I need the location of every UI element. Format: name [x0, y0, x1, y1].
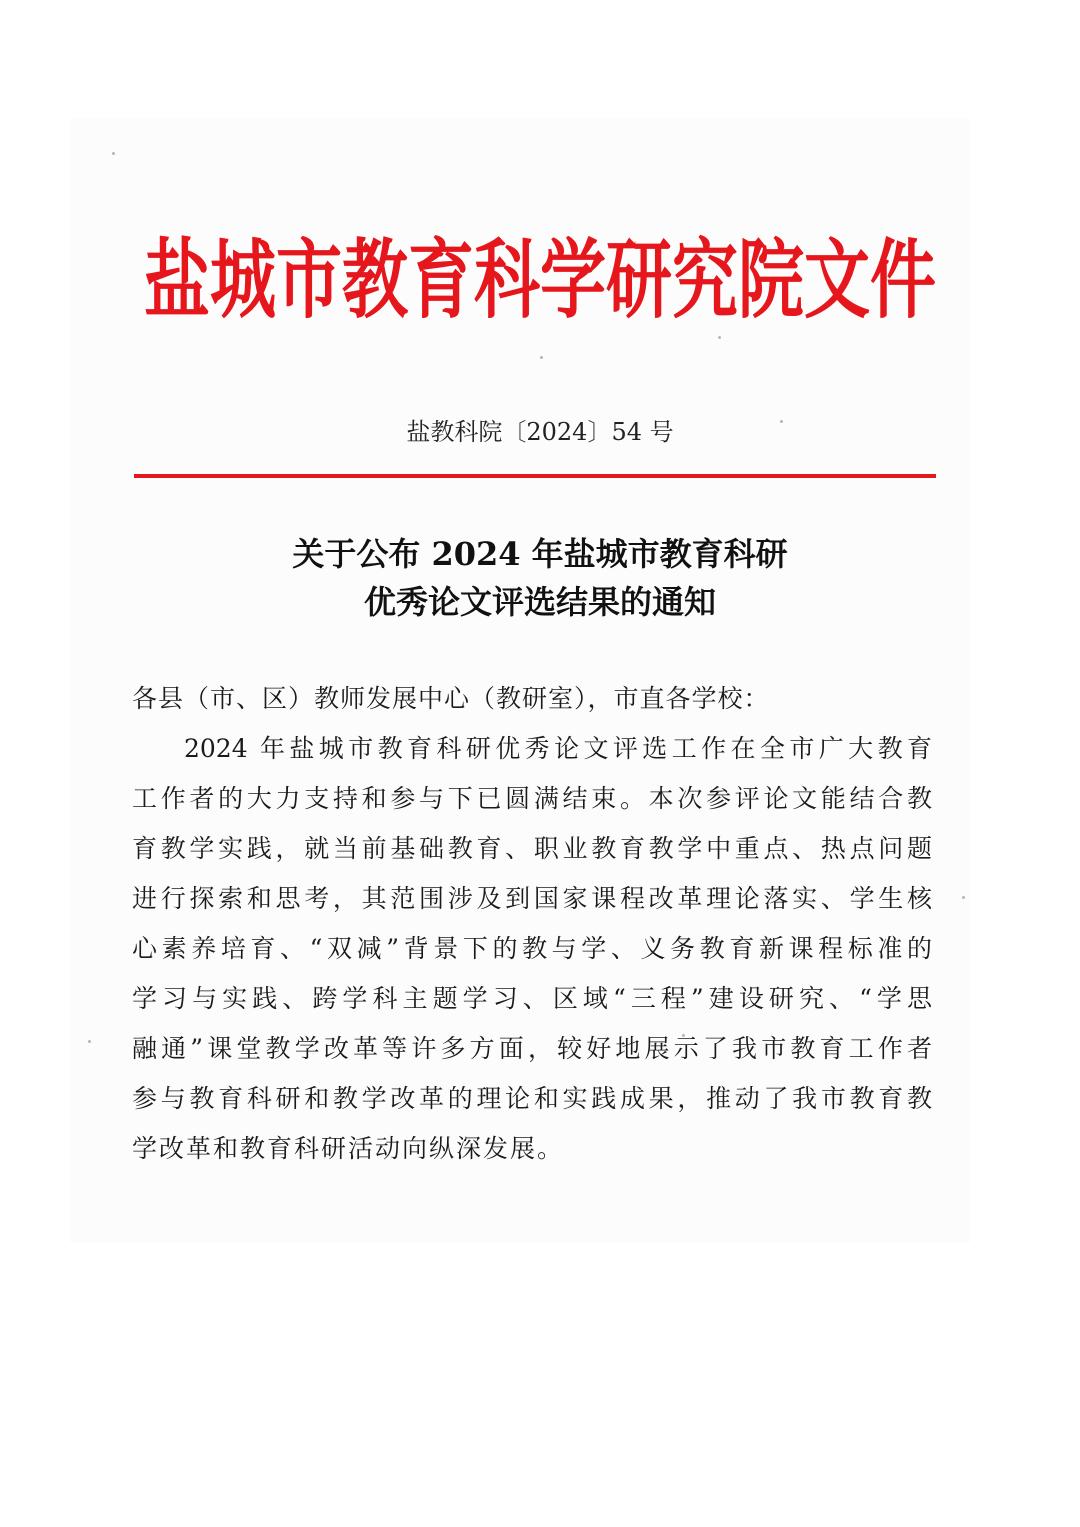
body-paragraph-line: 2024 年盐城市教育科研优秀论文评选工作在全市广大教育 — [184, 734, 932, 763]
body-paragraph-line: 学改革和教育科研活动向纵深发展。 — [132, 1134, 565, 1163]
addressee-line: 各县（市、区）教师发展中心（教研室），市直各学校： — [132, 684, 770, 713]
body-paragraph-line: 参与教育科研和教学改革的理论和实践成果，推动了我市教育教 — [132, 1084, 932, 1113]
body-paragraph-line: 工作者的大力支持和参与下已圆满结束。本次参评论文能结合教 — [132, 784, 932, 813]
scan-speck — [962, 896, 965, 899]
scan-speck — [112, 152, 115, 155]
document-masthead: 盐城市教育科学研究院文件 — [144, 230, 936, 331]
scan-speck — [88, 1040, 91, 1043]
body-paragraph-line: 育教学实践，就当前基础教育、职业教育教学中重点、热点问题 — [132, 834, 932, 863]
body-paragraph-line: 融通”课堂教学改革等许多方面，较好地展示了我市教育工作者 — [132, 1034, 932, 1063]
document-number: 盐教科院〔2024〕54 号 — [406, 418, 674, 446]
notice-title-line: 关于公布 2024 年盐城市教育科研 — [292, 535, 788, 573]
scan-speck — [540, 356, 543, 359]
red-separator-rule — [134, 474, 936, 478]
notice-title-line: 优秀论文评选结果的通知 — [363, 583, 716, 621]
body-paragraph-line: 进行探索和思考，其范围涉及到国家课程改革理论落实、学生核 — [132, 884, 932, 913]
body-paragraph-line: 学习与实践、跨学科主题学习、区域“三程”建设研究、“学思 — [132, 984, 932, 1013]
body-paragraph-line: 心素养培育、“双减”背景下的教与学、义务教育新课程标准的 — [132, 934, 932, 963]
notice-title — [0, 530, 1080, 626]
